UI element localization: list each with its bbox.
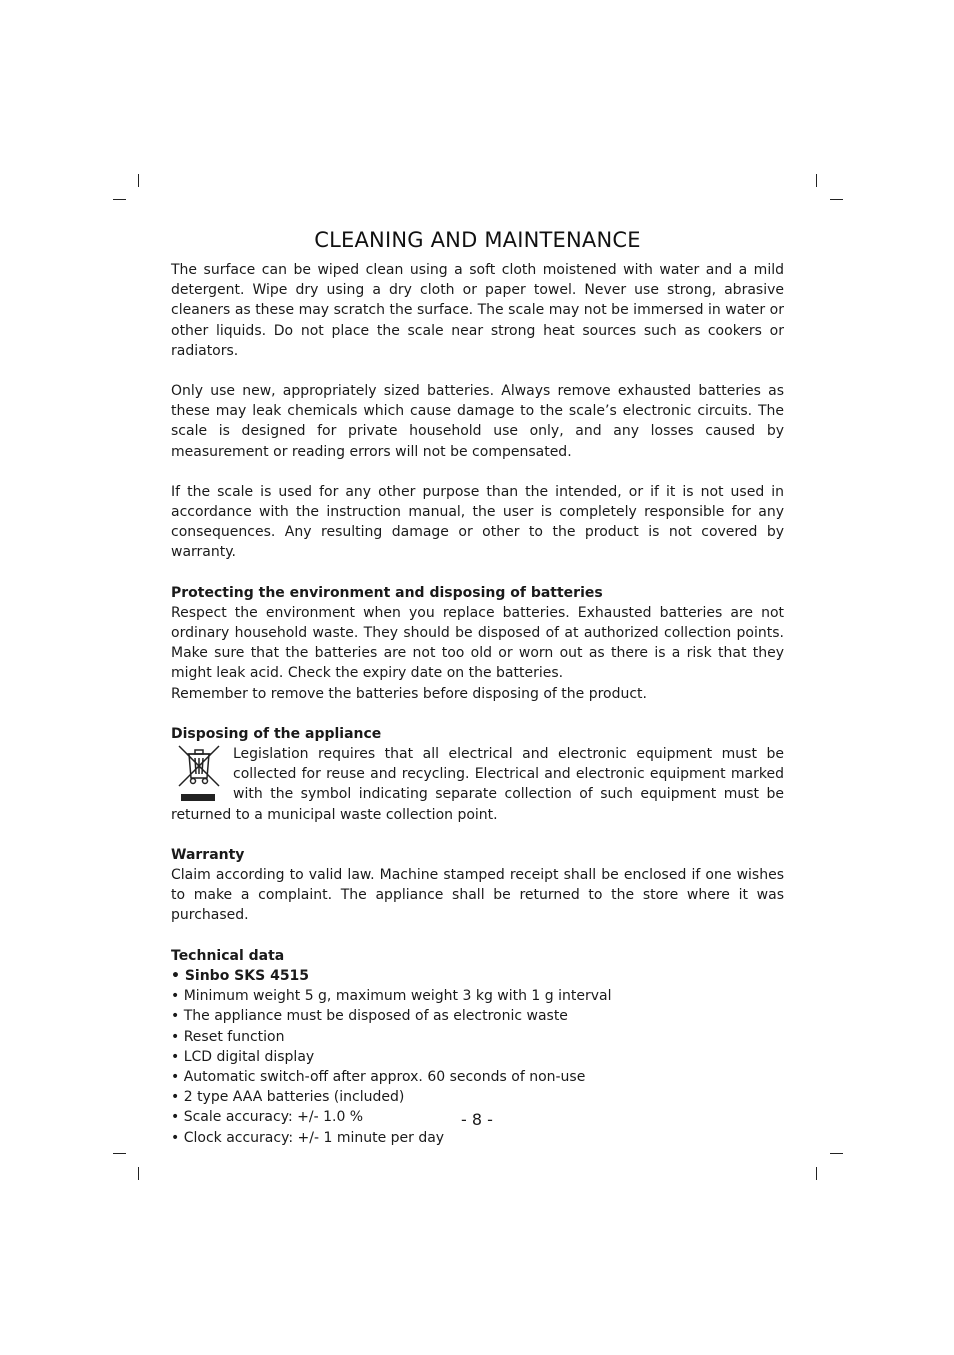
environment-text: Respect the environment when you replace batteries. Exhausted batteries are not ordinary household waste. They should be disposed of at authorized collection points. Make sure that the batteries are not too old or worn out as there is a risk that they might leak acid. Check the expiry date on the batteries. xyxy=(171,604,784,682)
list-item: • The appliance must be disposed of as electronic waste xyxy=(171,1008,568,1025)
batteries-paragraph: Only use new, appropriately sized batteries. Always remove exhausted batteries as these may leak chemicals which cause damage to the scale’s electronic circuits. The scale is designed for private household use only, and any losses caused by measurement or reading errors will not be compensated. xyxy=(171,383,784,460)
crop-mark-bottom-left-vertical xyxy=(138,1167,139,1180)
crop-mark-bottom-right-horizontal xyxy=(830,1153,843,1154)
environment-heading: Protecting the environment and disposing of batteries xyxy=(171,584,603,601)
list-item: • Automatic switch-off after approx. 60 seconds of non-use xyxy=(171,1068,586,1085)
page-content xyxy=(171,226,784,1148)
warranty-heading: Warranty xyxy=(171,846,245,863)
list-item: • Minimum weight 5 g, maximum weight 3 kg with 1 g interval xyxy=(171,988,612,1005)
crop-mark-bottom-left-horizontal xyxy=(113,1153,126,1154)
list-item: • Reset function xyxy=(171,1028,285,1045)
technical-heading: Technical data xyxy=(171,947,285,964)
disposal-section xyxy=(171,744,784,825)
warranty-text: Claim according to valid law. Machine stamped receipt shall be enclosed if one wishes to make a complaint. The appliance shall be returned to the store where it was purchased. xyxy=(171,867,784,924)
crop-mark-top-right-vertical xyxy=(816,174,817,187)
responsibility-paragraph: If the scale is used for any other purpose than the intended, or if it is not used in accordance with the instruction manual, the user is completely responsible for any consequences. Any resulting damage or other to the product is not covered by warranty. xyxy=(171,483,784,561)
page-number: - 8 - xyxy=(461,1110,493,1129)
list-item: • Scale accuracy: +/- 1.0 % xyxy=(171,1109,364,1126)
list-item: • 2 type AAA batteries (included) xyxy=(171,1089,405,1106)
disposal-heading: Disposing of the appliance xyxy=(171,725,382,742)
page-title: CLEANING AND MAINTENANCE xyxy=(314,228,641,252)
crop-mark-top-left-horizontal xyxy=(113,199,126,200)
crop-mark-bottom-right-vertical xyxy=(816,1167,817,1180)
technical-model: • Sinbo SKS 4515 xyxy=(171,967,310,984)
cleaning-paragraph: The surface can be wiped clean using a soft cloth moistened with water and a mild detergent. Wipe dry using a dry cloth or paper towel. Never use strong, abrasive cleaners as these may scratch the surface. The scale may not be immersed in water or other liquids. Do not place the scale near strong heat sources such as cookers or radiators. xyxy=(171,262,784,359)
crop-mark-top-left-vertical xyxy=(138,174,139,187)
crop-mark-top-right-horizontal xyxy=(830,199,843,200)
disposal-text: Legislation requires that all electrical and electronic equipment must be collected for reuse and recycling. Electrical and electronic equipment marked with the symbol indicating separate collection of such equipment must be returned to a municipal waste collection point. xyxy=(171,746,784,823)
list-item: • LCD digital display xyxy=(171,1048,315,1065)
environment-text-2: Remember to remove the batteries before disposing of the product. xyxy=(171,685,647,702)
crossed-out-wheelie-bin-icon xyxy=(175,744,223,804)
list-item: • Clock accuracy: +/- 1 minute per day xyxy=(171,1129,445,1146)
